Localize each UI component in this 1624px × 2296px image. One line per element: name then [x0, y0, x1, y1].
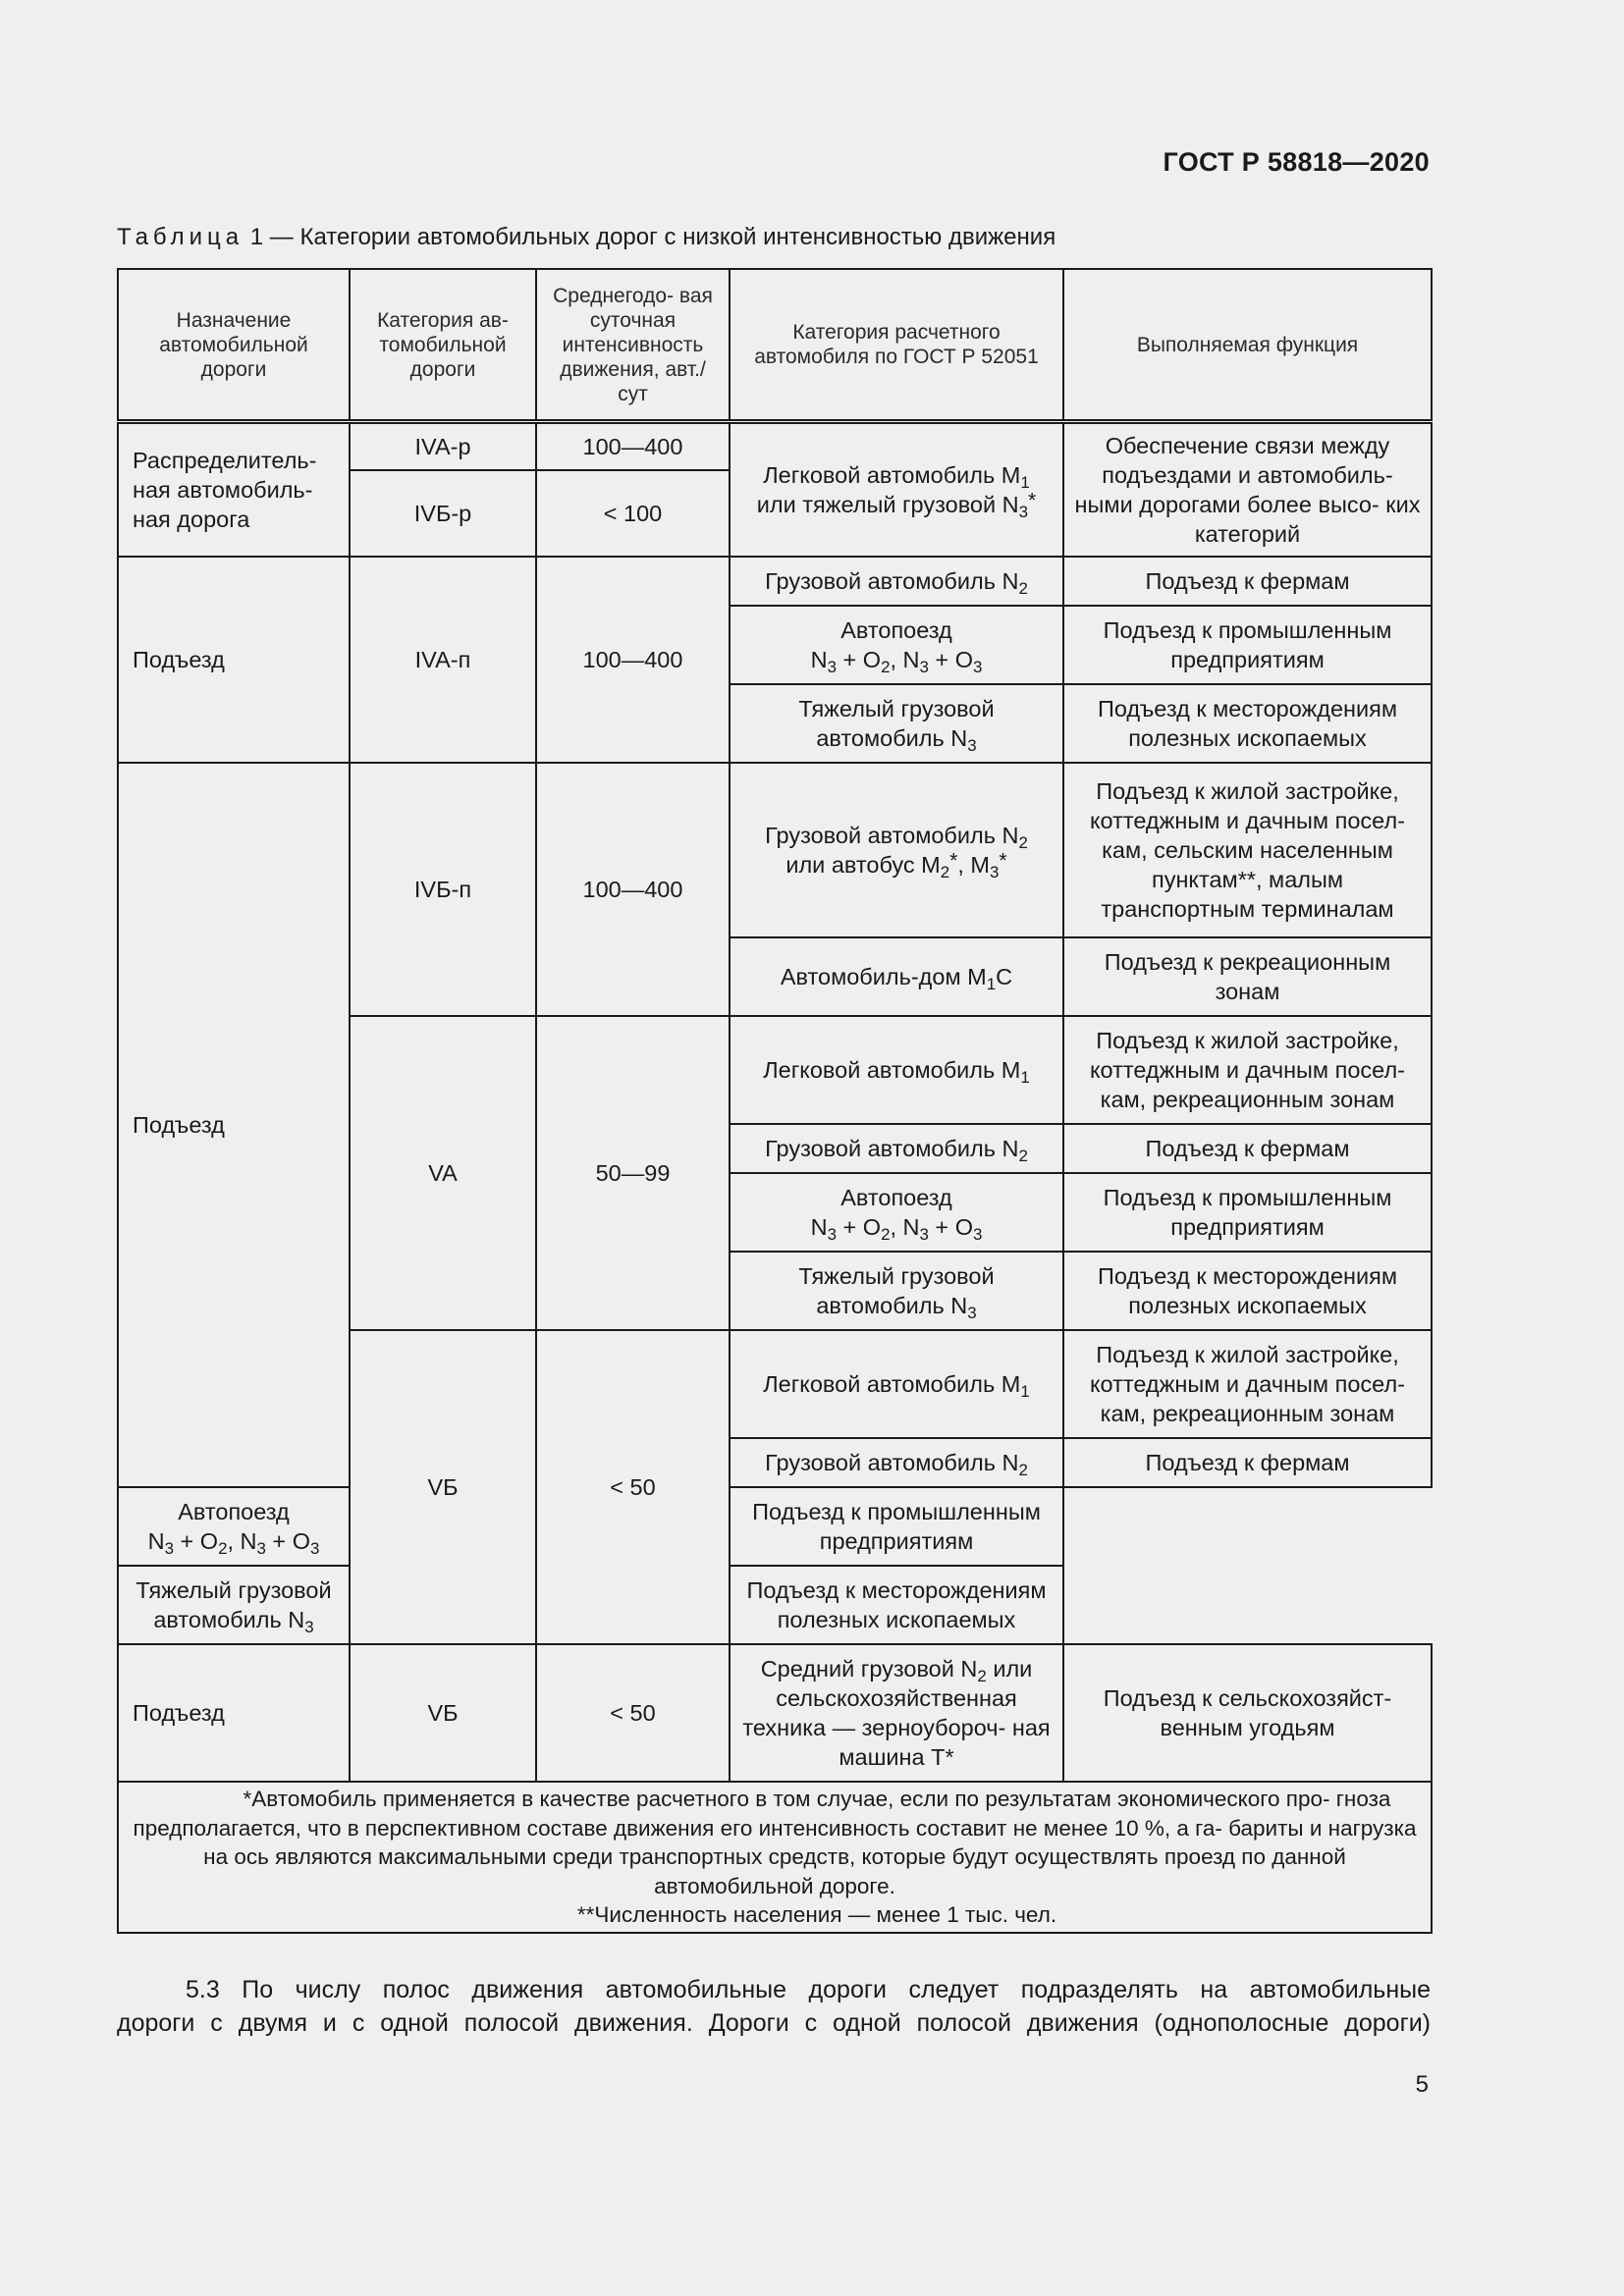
vehicle-text: автомобиль N: [153, 1607, 305, 1632]
category-cell: IVБ-п: [350, 763, 536, 1016]
function-cell: Подъезд к рекреационным зонам: [1063, 937, 1432, 1016]
table-row: [118, 1566, 1432, 1644]
table-notes: [118, 1782, 1432, 1933]
table-header-row: [118, 269, 1432, 422]
vehicle-cell: Легковой автомобиль $M_1$: [730, 1016, 1063, 1124]
table-row: [118, 1487, 1432, 1566]
vehicle-text: Грузовой автомобиль N: [765, 1136, 1019, 1161]
vehicle-text: Автопоезд: [840, 1185, 952, 1210]
function-cell: Подъезд к сельскохозяйст- венным угодьям: [1063, 1644, 1432, 1782]
col-header-vehicle: Категория расчетного автомобиля по ГОСТ Р 52051: [730, 269, 1063, 422]
vehicle-text: Автопоезд: [840, 617, 952, 643]
col-header-intensity: Среднегодо- вая суточная интенсивность движения, авт./сут: [536, 269, 730, 422]
intensity-cell: 50—99: [536, 1016, 730, 1330]
function-cell: Подъезд к промышленным предприятиям: [1063, 606, 1432, 684]
vehicle-cell: Автопоезд $N_3 + O_2$, $N_3 + O_3$: [730, 606, 1063, 684]
function-cell: Подъезд к жилой застройке, коттеджным и дачным посел- кам, рекреационным зонам: [1063, 1330, 1432, 1438]
vehicle-cell: Грузовой автомобиль $N_2$: [730, 1438, 1063, 1487]
vehicle-text: Автопоезд: [178, 1499, 290, 1524]
paragraph-line: дороги с двумя и с одной полосой движения. Дороги с одной полосой движения (однополосные дороги): [117, 2009, 1431, 2037]
vehicle-text: Грузовой автомобиль N: [765, 823, 1019, 848]
function-cell: Подъезд к промышленным предприятиям: [1063, 1173, 1432, 1252]
vehicle-text: или тяжелый грузовой N: [756, 492, 1019, 517]
function-cell: Подъезд к фермам: [1063, 1124, 1432, 1173]
category-cell: VA: [350, 1016, 536, 1330]
table-notes-row: [118, 1782, 1432, 1933]
function-cell: Подъезд к месторождениям полезных ископаемых: [730, 1566, 1063, 1644]
function-cell: Подъезд к промышленным предприятиям: [730, 1487, 1063, 1566]
vehicle-cell: Автомобиль-дом $M_1C$: [730, 937, 1063, 1016]
paragraph-5-3: [117, 1973, 1431, 2040]
vehicle-cell: Автопоезд $N_3 + O_2$, $N_3 + O_3$: [730, 1173, 1063, 1252]
note-vehicle: *Автомобиль применяется в качестве расчетного в том случае, если по результатам экономического про- гноза предполагается, что в перспективном составе движения его интенсивность составит не менее 10 %, а га- бариты и нагрузка на ось являются максимальными среди транспортных средств, которые будут осуществлять проезд по данной автомобильной дороге.: [133, 1787, 1417, 1898]
caption-title: — Категории автомобильных дорог с низкой интенсивностью движения: [263, 224, 1056, 250]
caption-prefix: Таблица: [117, 224, 244, 250]
table-caption: [117, 224, 1056, 251]
vehicle-text: Тяжелый грузовой: [798, 696, 995, 721]
vehicle-text: Грузовой автомобиль N: [765, 1450, 1019, 1475]
function-cell: Обеспечение связи между подъездами и автомобиль- ными дорогами более высо- ких категорий: [1063, 422, 1432, 558]
document-id: ГОСТ Р 58818—2020: [1163, 147, 1430, 177]
category-cell: IVA-п: [350, 557, 536, 763]
function-cell: Подъезд к фермам: [1063, 1438, 1432, 1487]
category-cell: VБ: [350, 1330, 536, 1644]
vehicle-cell: Грузовой автомобиль $N_2$: [730, 1124, 1063, 1173]
vehicle-cell: Грузовой автомобиль $N_2$ или автобус $M_2^*$, $M_3^*$: [730, 763, 1063, 937]
vehicle-cell: Тяжелый грузовой автомобиль $N_3$: [118, 1566, 350, 1644]
table-row: [118, 557, 1432, 606]
vehicle-text: Легковой автомобиль M: [763, 1371, 1021, 1397]
function-cell: Подъезд к месторождениям полезных ископаемых: [1063, 1252, 1432, 1330]
vehicle-text: или сельскохозяйственная техника — зерноубороч- ная машина T*: [742, 1656, 1051, 1770]
vehicle-cell: Тяжелый грузовой автомобиль $N_3$: [730, 1252, 1063, 1330]
category-cell: VБ: [350, 1644, 536, 1782]
vehicle-text: Грузовой автомобиль N: [765, 568, 1019, 594]
intensity-cell: < 50: [536, 1330, 730, 1644]
note-population: **Численность населения — менее 1 тыс. чел.: [576, 1902, 1057, 1927]
purpose-cell: Подъезд: [118, 1644, 350, 1782]
purpose-cell: Подъезд: [118, 557, 350, 763]
vehicle-text: Тяжелый грузовой: [798, 1263, 995, 1289]
table-row: [118, 422, 1432, 471]
vehicle-cell: Легковой автомобиль $M_1$ или тяжелый грузовой $N_3^*$: [730, 422, 1063, 558]
category-cell: IVБ-р: [350, 470, 536, 557]
vehicle-cell: Грузовой автомобиль $N_2$: [730, 557, 1063, 606]
function-cell: Подъезд к месторождениям полезных ископаемых: [1063, 684, 1432, 763]
purpose-cell: Распределитель- ная автомобиль- ная дорога: [118, 422, 350, 558]
vehicle-cell: Легковой автомобиль $M_1$: [730, 1330, 1063, 1438]
category-cell: IVA-р: [350, 422, 536, 471]
vehicle-text: Тяжелый грузовой: [135, 1577, 332, 1603]
intensity-cell: 100—400: [536, 557, 730, 763]
intensity-cell: 100—400: [536, 763, 730, 1016]
table-row: [118, 763, 1432, 937]
road-categories-table: [117, 268, 1433, 1934]
table-row: [118, 1644, 1432, 1782]
paragraph-line: 5.3 По числу полос движения автомобильные дороги следует подразделять на автомобильные: [186, 1976, 1431, 2003]
vehicle-cell: Автопоезд $N_3 + O_2$, $N_3 + O_3$: [118, 1487, 350, 1566]
intensity-cell: < 50: [536, 1644, 730, 1782]
caption-number: 1: [249, 224, 264, 250]
vehicle-text: автомобиль N: [816, 1293, 968, 1318]
function-cell: Подъезд к жилой застройке, коттеджным и дачным посел- кам, сельским населенным пунктам**, малым транспортным терминалам: [1063, 763, 1432, 937]
vehicle-text: Легковой автомобиль M: [763, 1057, 1021, 1083]
col-header-function: Выполняемая функция: [1063, 269, 1432, 422]
intensity-cell: 100—400: [536, 422, 730, 471]
col-header-purpose: Назначение автомобильной дороги: [118, 269, 350, 422]
function-cell: Подъезд к фермам: [1063, 557, 1432, 606]
function-cell: Подъезд к жилой застройке, коттеджным и дачным посел- кам, рекреационным зонам: [1063, 1016, 1432, 1124]
vehicle-text: автомобиль N: [816, 725, 968, 751]
vehicle-text: Автомобиль-дом M: [780, 964, 987, 989]
page-number: 5: [1415, 2071, 1429, 2098]
vehicle-text: Легковой автомобиль M: [763, 462, 1021, 488]
col-header-category: Категория ав- томобильной дороги: [350, 269, 536, 422]
vehicle-text: Средний грузовой N: [760, 1656, 978, 1682]
intensity-cell: < 100: [536, 470, 730, 557]
purpose-cell: Подъезд: [118, 763, 350, 1487]
vehicle-cell: Средний грузовой $N_2$ или сельскохозяйственная техника — зерноубороч- ная машина T*: [730, 1644, 1063, 1782]
vehicle-text: или автобус M: [785, 852, 941, 878]
vehicle-cell: Тяжелый грузовой автомобиль $N_3$: [730, 684, 1063, 763]
